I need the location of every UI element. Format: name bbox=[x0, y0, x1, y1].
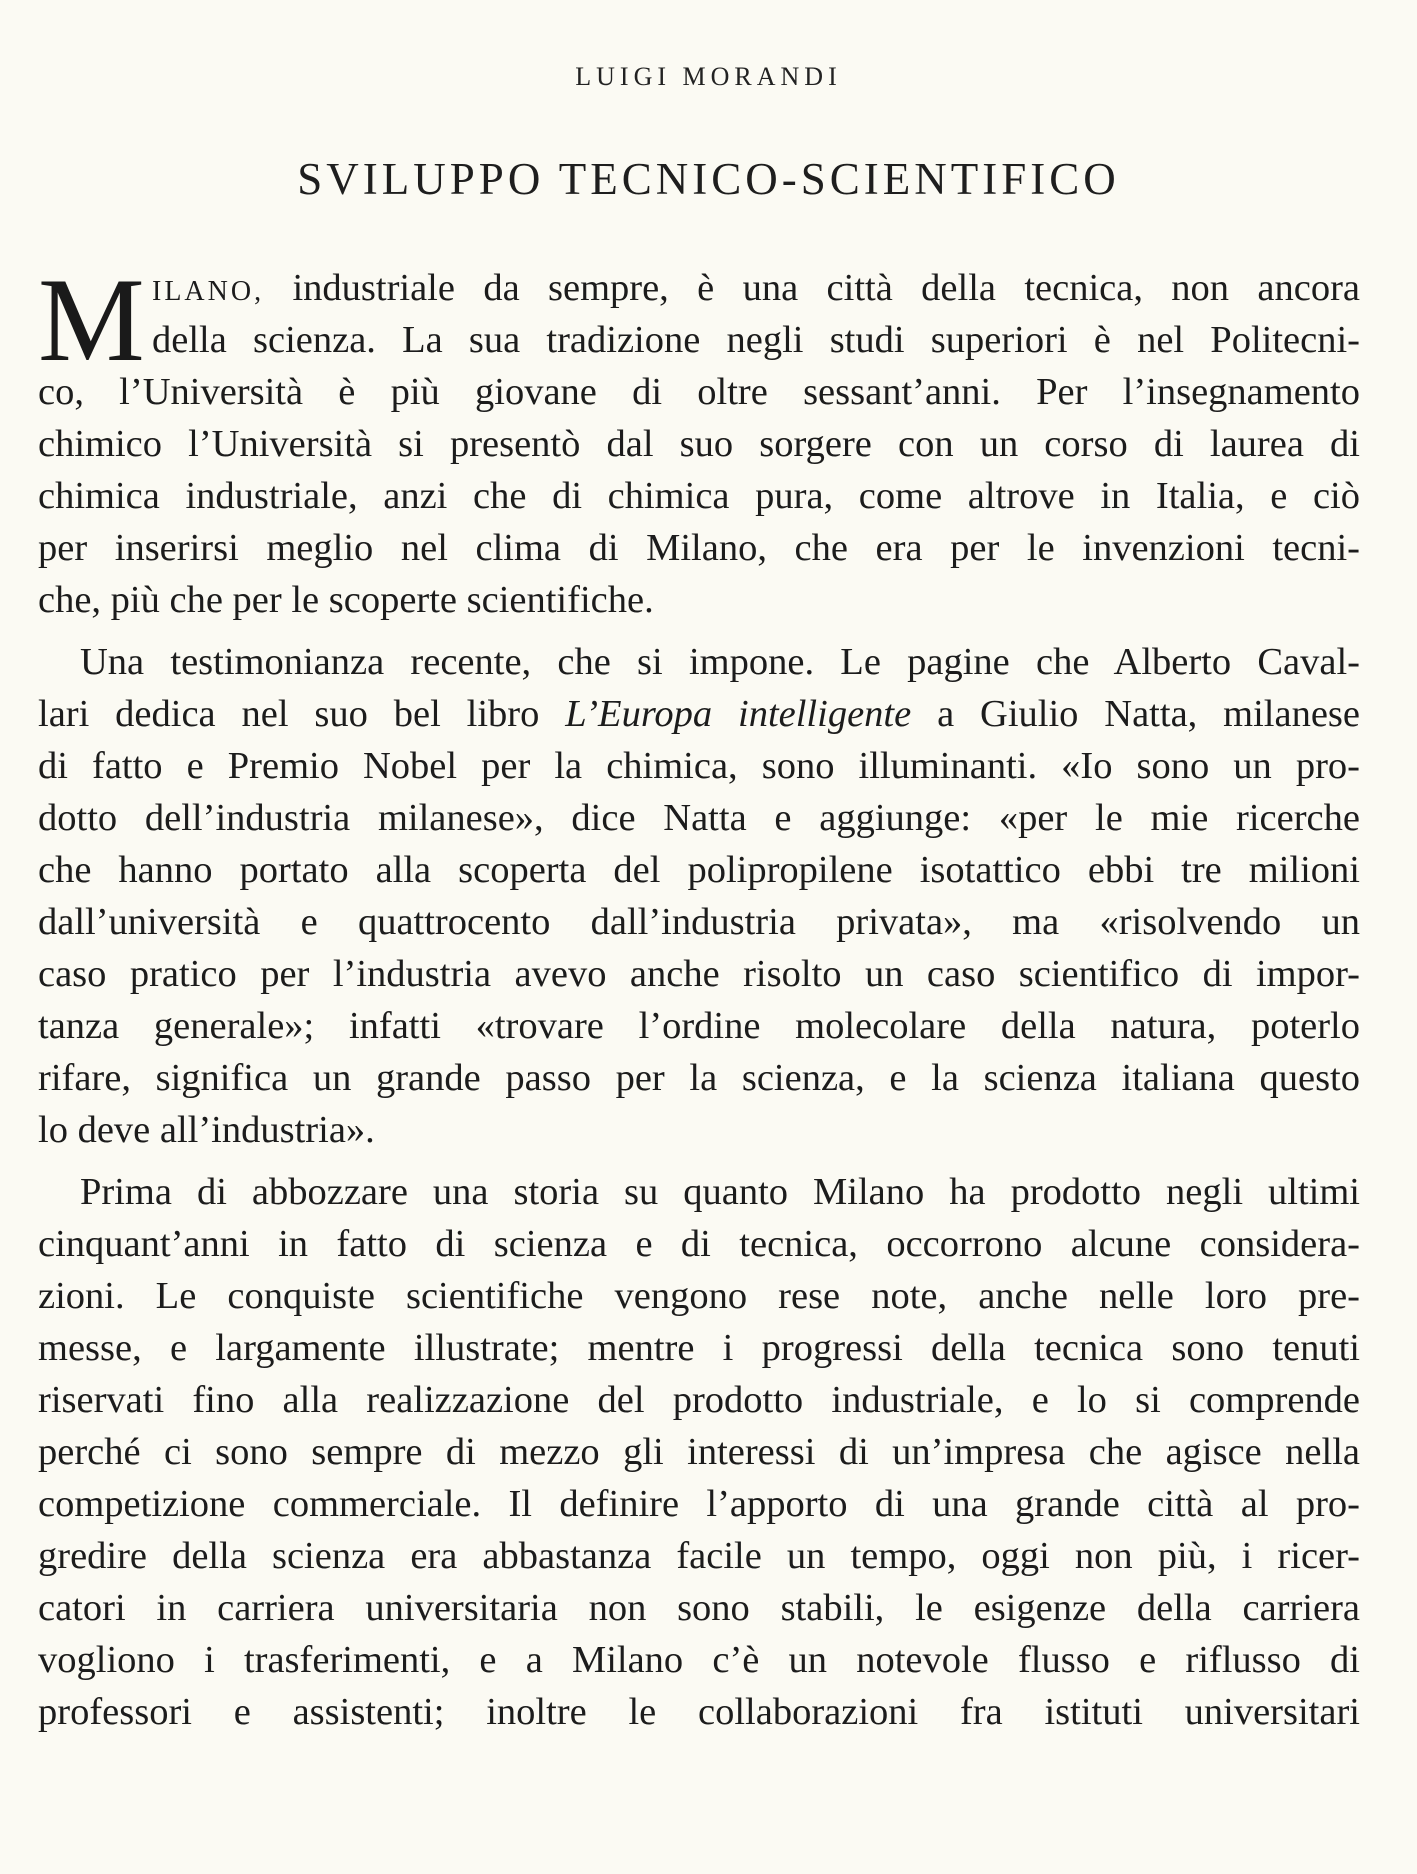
drop-cap: M bbox=[38, 253, 145, 386]
text-line: chimica industriale, anzi che di chimica pura, come altrove in Italia, e ciò bbox=[38, 475, 1360, 517]
text-line: messe, e largamente illustrate; mentre i progressi della tecnica sono tenuti bbox=[38, 1327, 1360, 1369]
text-line: dall’università e quattrocento dall’industria privata», ma «risolvendo un bbox=[38, 901, 1360, 943]
text-line: tanza generale»; infatti «trovare l’ordine molecolare della natura, poterlo bbox=[38, 1005, 1360, 1047]
text-line: di fatto e Premio Nobel per la chimica, sono illuminanti. «Io sono un pro- bbox=[38, 745, 1360, 787]
text-line: professori e assistenti; inoltre le collaborazioni fra istituti universitari bbox=[38, 1691, 1360, 1733]
text-line: zioni. Le conquiste scientifiche vengono rese note, anche nelle loro pre- bbox=[38, 1275, 1360, 1317]
text-line: che hanno portato alla scoperta del polipropilene isotattico ebbi tre milioni bbox=[38, 849, 1360, 891]
text-line: che, più che per le scoperte scientifiche. bbox=[38, 579, 654, 621]
text-line: dotto dell’industria milanese», dice Natta e aggiunge: «per le mie ricerche bbox=[38, 797, 1360, 839]
text-line: Una testimonianza recente, che si impone. Le pagine che Alberto Caval- bbox=[80, 641, 1360, 683]
text-line: lari dedica nel suo bel libro L’Europa intelligente a Giulio Natta, milanese bbox=[38, 693, 1360, 735]
text-line: perché ci sono sempre di mezzo gli interessi di un’impresa che agisce nella bbox=[38, 1431, 1360, 1473]
chapter-title: SVILUPPO TECNICO-SCIENTIFICO bbox=[297, 154, 1120, 204]
text-line: chimico l’Università si presentò dal suo sorgere con un corso di laurea di bbox=[38, 423, 1360, 465]
text-line: gredire della scienza era abbastanza facile un tempo, oggi non più, i ricer- bbox=[38, 1535, 1360, 1577]
text-line: lo deve all’industria». bbox=[38, 1109, 375, 1151]
text-line: co, l’Università è più giovane di oltre sessant’anni. Per l’insegnamento bbox=[38, 371, 1360, 413]
running-header-author: LUIGI MORANDI bbox=[575, 62, 842, 91]
text-line: caso pratico per l’industria avevo anche risolto un caso scientifico di impor- bbox=[38, 953, 1360, 995]
text-line: catori in carriera universitaria non sono stabili, le esigenze della carriera bbox=[38, 1587, 1360, 1629]
text-line: della scienza. La sua tradizione negli studi superiori è nel Politecni- bbox=[152, 319, 1360, 361]
text-line: cinquant’anni in fatto di scienza e di tecnica, occorrono alcune considera- bbox=[38, 1223, 1360, 1265]
text-line: per inserirsi meglio nel clima di Milano, che era per le invenzioni tecni- bbox=[38, 527, 1360, 569]
text-line: competizione commerciale. Il definire l’apporto di una grande città al pro- bbox=[38, 1483, 1360, 1525]
text-line: ILANO, industriale da sempre, è una città della tecnica, non ancora bbox=[152, 267, 1360, 309]
text-line: Prima di abbozzare una storia su quanto Milano ha prodotto negli ultimi bbox=[80, 1171, 1360, 1213]
text-line: riservati fino alla realizzazione del prodotto industriale, e lo si comprende bbox=[38, 1379, 1360, 1421]
book-title: L’Europa intelligente bbox=[565, 693, 912, 735]
text-line: rifare, significa un grande passo per la scienza, e la scienza italiana questo bbox=[38, 1057, 1360, 1099]
text-line: vogliono i trasferimenti, e a Milano c’è un notevole flusso e riflusso di bbox=[38, 1639, 1360, 1681]
